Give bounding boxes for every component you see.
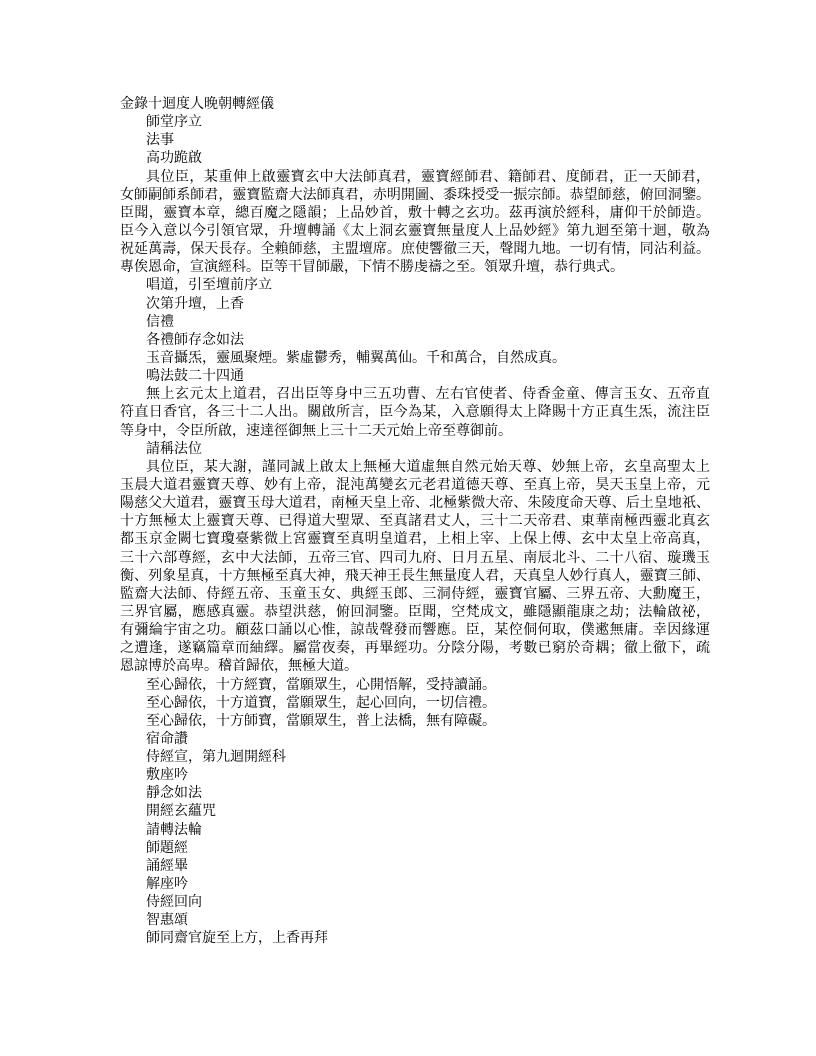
paragraph-line: 符直日香官，各三十二人出。關啟所言，臣今為某，入意願得太上降賜十方正真生炁，流注臣 [120, 404, 710, 421]
rubric-line: 開經玄蘊咒 [146, 803, 216, 820]
paragraph-line: 之遭逢，遂竊篇章而紬繹。屬當夜奏，再畢經功。分陰分陽，考數已窮於奇耦；徹上徹下，疏 [120, 640, 710, 657]
refuge-line: 至心歸依，十方師寶，當願眾生，普上法橋，無有障礙。 [146, 712, 496, 729]
rubric-line: 法事 [146, 132, 174, 149]
rubric-line: 各禮師存念如法 [146, 331, 244, 348]
rubric-line: 靜念如法 [146, 785, 202, 802]
rubric-line: 信禮 [146, 313, 174, 330]
paragraph-line: 專俟恩命，宣演經科。臣等干冒師嚴，下情不勝虔禱之至。領眾升壇，恭行典式。 [120, 259, 624, 276]
rubric-line: 師堂序立 [146, 114, 202, 131]
paragraph-line: 三界官屬，應感真靈。恭望洪慈，俯回洞鑒。臣聞，空梵成文，雖隱顯龍康之劫；法輪啟祕， [120, 603, 710, 620]
rubric-line: 敷座吟 [146, 767, 188, 784]
paragraph-line: 有彌綸宇宙之功。顧茲口誦以心惟，諒哉聲發而響應。臣，某倥侗何取，僕遬無庸。幸因緣運 [120, 622, 710, 639]
refuge-line: 至心歸依，十方經寶，當願眾生，心開悟解，受持讀誦。 [146, 676, 496, 693]
rubric-line: 侍經宣，第九迴開經科 [146, 749, 286, 766]
rubric-line: 次第升壇，上香 [146, 295, 244, 312]
paragraph-line: 具位臣，某大謝，謹同誠上啟太上無極大道虛無自然元始天尊、妙無上帝，玄皇高聖太上 [146, 458, 710, 475]
paragraph-line: 衡、列象星真，十方無極至真大神，飛天神王長生無量度人君，天真皇人妙行真人，靈寶三師、 [120, 567, 710, 584]
rubric-line: 鳴法鼓二十四通 [146, 368, 244, 385]
rubric-line: 師題經 [146, 839, 188, 856]
rubric-line: 師同齋官旋至上方，上香再拜 [146, 930, 328, 947]
paragraph-line: 女師嗣師系師君，靈寶監齋大法師真君，赤明開圖、黍珠授受一振宗師。恭望師慈，俯回洞鑒。 [120, 186, 710, 203]
rubric-line: 唱道，引至壇前序立 [146, 277, 272, 294]
rubric-line: 請轉法輪 [146, 821, 202, 838]
rubric-line: 宿命讚 [146, 730, 188, 747]
paragraph-line: 恩諒博於高卑。稽首歸依，無極大道。 [120, 658, 358, 675]
paragraph-line: 監齋大法師、侍經五帝、玉童玉女、典經玉郎、三洞侍經，靈寶官屬、三界五帝、大勳魔王， [120, 585, 710, 602]
refuge-line: 至心歸依，十方道寶，當願眾生，起心回向，一切信禮。 [146, 694, 496, 711]
rubric-line: 請稱法位 [146, 440, 202, 457]
paragraph-line: 玉晨大道君靈寶天尊、妙有上帝，混沌萬變玄元老君道德天尊、至真上帝，昊天玉皇上帝，元 [120, 476, 710, 493]
paragraph-line: 三十六部尊經，玄中大法師，五帝三官、四司九府、日月五星、南辰北斗、二十八宿、璇璣玉 [120, 549, 710, 566]
rubric-line: 智惠頌 [146, 912, 188, 929]
paragraph-line: 都玉京金闕七寶瓊臺紫微上宮靈寶至真明皇道君，上相上宰、上保上傅、玄中太皇上帝高真， [120, 531, 710, 548]
rubric-line: 誦經畢 [146, 857, 188, 874]
rubric-line: 侍經回向 [146, 894, 202, 911]
paragraph-line: 十方無極太上靈寶天尊、已得道大聖眾、至真諸君丈人，三十二天帝君、東華南極西靈北真玄 [120, 513, 710, 530]
paragraph-line: 具位臣，某重伸上啟靈寶玄中大法師真君，靈寶經師君、籍師君、度師君，正一天師君， [146, 168, 710, 185]
rubric-line: 高功跪啟 [146, 150, 202, 167]
paragraph-line: 陽慈父大道君，靈寶玉母大道君，南極天皇上帝、北極紫微大帝、朱陵度命天尊、后土皇地祇、 [120, 495, 710, 512]
document-page [120, 95, 710, 948]
paragraph-line: 臣今入意以今引領官眾，升壇轉誦《太上洞玄靈寶無量度人上品妙經》第九迴至第十迴，敬為 [120, 222, 710, 239]
rubric-line: 解座吟 [146, 876, 188, 893]
document-title: 金錄十迴度人晚朝轉經儀 [120, 96, 274, 112]
paragraph-line: 祝延萬壽，保天長存。全賴師慈，主盟壇席。庶使響徹三天，聲聞九地。一切有情，同沾利益。 [120, 241, 710, 258]
paragraph-line: 等身中，令臣所啟，速達徑御無上三十二天元始上帝至尊御前。 [120, 422, 512, 439]
verse-line: 玉音攝炁，靈風聚煙。紫虛鬱秀，輔翼萬仙。千和萬合，自然成真。 [146, 349, 566, 366]
paragraph-line: 臣聞，靈寶本章，總百魔之隱韻；上品妙首，敷十轉之玄功。茲再演於經科，庸仰干於師造。 [120, 204, 710, 221]
paragraph-line: 無上玄元太上道君，召出臣等身中三五功曹、左右官使者、侍香金童、傳言玉女、五帝直 [146, 386, 710, 403]
